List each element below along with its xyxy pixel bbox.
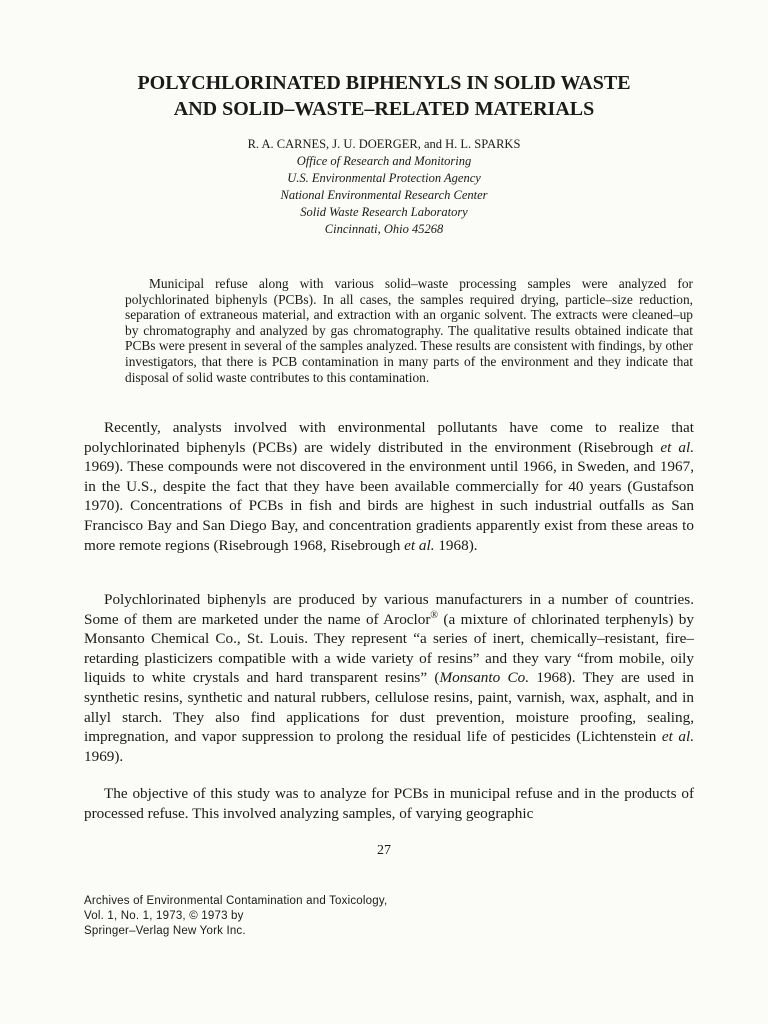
body-paragraph-3 <box>84 784 694 823</box>
text-run-italic: Monsanto Co. <box>439 669 530 687</box>
text-run: 1968). <box>434 536 478 554</box>
paper-title <box>0 70 768 122</box>
affiliation-line: U.S. Environmental Protection Agency <box>287 171 481 185</box>
page-number: 27 <box>377 843 391 858</box>
body-paragraph-3-text: The objective of this study was to analyze for PCBs in municipal refuse and in the products of processed refuse. This involved analyzing samples, of varying geographic <box>84 785 694 822</box>
journal-footer <box>84 894 387 939</box>
text-run: 1969). These compounds were not discovered in the environment until 1966, in Sweden, and 1967, in the U.S., despite the fact that they have been available commercially for 40 years (Gustafson 1970). Concentrations of PCBs in fish and birds are highest in such industrial outfalls as San Francisco Bay and San Diego Bay, and concentration gradients apparently exist from these areas to more remote regions (Risebrough 1968, Risebrough <box>84 458 694 554</box>
text-run-italic: et al. <box>660 438 695 456</box>
author-names: R. A. CARNES, J. U. DOERGER, and H. L. SPARKS <box>247 137 521 151</box>
text-run-italic: et al. <box>404 536 435 554</box>
affiliation-line: Cincinnati, Ohio 45268 <box>324 222 444 236</box>
title-line-2: AND SOLID–WASTE–RELATED MATERIALS <box>173 98 595 120</box>
abstract-text: Municipal refuse along with various solid–waste processing samples were analyzed for polychlorinated biphenyls (PCBs). In all cases, the samples required drying, particle–size reduction, separation of extraneous material, and extraction with an organic solvent. The extracts were cleaned–up by chromatography and analyzed by gas chromatography. The qualitative results obtained indicate that PCBs were present in several of the samples analyzed. These results are consistent with findings, by other investigators, that there is PCB contamination in many parts of the environment and they indicate that disposal of solid waste contributes to this contamination. <box>125 276 693 385</box>
body-paragraph-2 <box>84 590 694 766</box>
footer-line: Springer–Verlag New York Inc. <box>84 925 246 937</box>
body-paragraph-1 <box>84 418 694 555</box>
text-run: Recently, analysts involved with environmental pollutants have come to realize that polychlorinated biphenyls (PCBs) are widely distributed in the environment (Risebrough <box>84 419 694 456</box>
footer-line: Archives of Environmental Contamination and Toxicology, <box>84 895 388 907</box>
affiliation-line: Office of Research and Monitoring <box>296 154 472 168</box>
affiliation-line: Solid Waste Research Laboratory <box>300 205 468 219</box>
text-run: 1969). <box>84 747 124 765</box>
abstract <box>125 276 693 385</box>
text-run: (a mixture of chlorinated terphenyls) by Monsanto Chemical Co., St. Louis. They represent “a series of inert, chemically–resistant, fire–retarding plasticizers compatible with a wide variety of resins” and they vary “from mobile, oily liquids to white crystals and hard transparent resins” ( <box>84 610 694 687</box>
text-run-italic: et al. <box>661 728 694 746</box>
title-line-1: POLYCHLORINATED BIPHENYLS IN SOLID WASTE <box>137 72 631 94</box>
text-run: Polychlorinated biphenyls are produced by various manufacturers in a number of countries. Some of them are marketed under the name of Aroclor <box>84 591 694 628</box>
author-block <box>0 136 768 238</box>
text-run: 1968). They are used in synthetic resins, synthetic and natural rubbers, cellulose resins, paint, varnish, wax, asphalt, and in allyl starch. They also find applications for dust prevention, moisture proofing, sealing, impregnation, and vapor suppression to prolong the residual life of pesticides (Lichtenstein <box>84 669 694 746</box>
affiliation-line: National Environmental Research Center <box>280 188 488 202</box>
registered-mark: ® <box>430 609 439 621</box>
footer-line: Vol. 1, No. 1, 1973, © 1973 by <box>84 910 244 922</box>
